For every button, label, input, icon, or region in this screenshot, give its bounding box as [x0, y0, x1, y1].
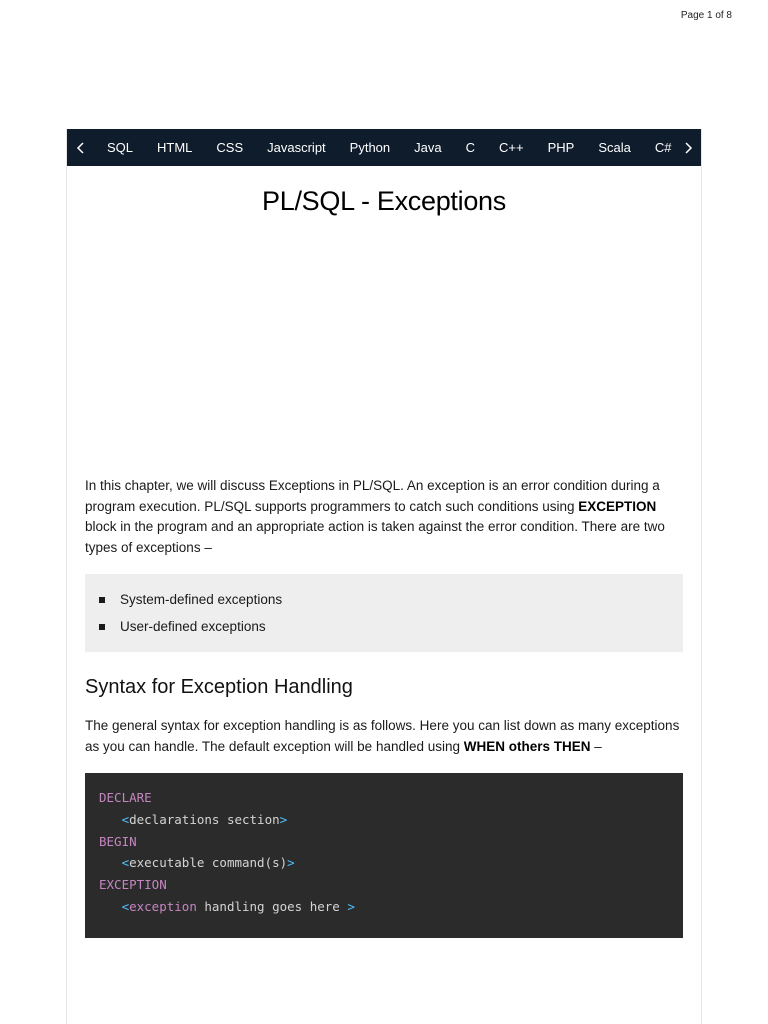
nav-item-css[interactable]: CSS [216, 140, 244, 155]
nav-item-html[interactable]: HTML [157, 140, 193, 155]
intro-paragraph [85, 476, 683, 558]
code-text: executable command(s) [129, 855, 288, 871]
list-item [99, 586, 669, 613]
nav-scroll-right-button[interactable] [675, 129, 701, 166]
code-bracket: < [121, 811, 130, 827]
exception-keyword: EXCEPTION [578, 498, 657, 514]
code-keyword: DECLARE [99, 790, 152, 805]
code-keyword: EXCEPTION [99, 877, 167, 893]
chevron-right-icon [683, 141, 693, 155]
nav-item-scala[interactable]: Scala [598, 140, 631, 155]
list-item [99, 613, 669, 640]
nav-item-sql[interactable]: SQL [107, 140, 134, 155]
page-title: PL/SQL - Exceptions [262, 186, 506, 216]
intro-text-2: block in the program and an appropriate action is taken against the error condition. There are two types of exceptions – [85, 519, 665, 555]
page-indicator: Page 1 of 8 [680, 10, 732, 21]
code-bracket: > [287, 855, 295, 871]
nav-scroll-left-button[interactable] [67, 129, 95, 166]
syntax-text-2: – [590, 738, 602, 754]
code-bracket: > [279, 811, 288, 827]
code-keyword: BEGIN [99, 833, 137, 849]
exception-types-list [85, 574, 683, 652]
nav-item-php[interactable]: PHP [547, 140, 575, 155]
nav-item-javascript[interactable]: Javascript [267, 140, 326, 155]
page-frame [66, 129, 702, 1024]
syntax-text-1: The general syntax for exception handling is as follows. Here you can list down as many exceptions as you can handle. The default exception will be handled using [85, 718, 680, 754]
list-item-label: User-defined exceptions [120, 619, 266, 634]
square-bullet-icon [99, 597, 105, 603]
list-item-label: System-defined exceptions [120, 592, 283, 607]
intro-text-1: In this chapter, we will discuss Exceptions in PL/SQL. An exception is an error condition during a program execution. PL/SQL supports programmers to catch such conditions using [85, 478, 660, 514]
top-navigation-bar [67, 129, 701, 166]
code-text: handling goes here [196, 898, 348, 914]
nav-items [95, 129, 701, 166]
chevron-left-icon [76, 141, 86, 155]
square-bullet-icon [99, 624, 105, 630]
nav-item-python[interactable]: Python [349, 140, 391, 155]
nav-item-csharp[interactable]: C# [654, 140, 672, 155]
article-content [67, 184, 701, 938]
section-heading: Syntax for Exception Handling [85, 676, 353, 698]
syntax-paragraph [85, 716, 683, 757]
nav-item-java[interactable]: Java [414, 140, 442, 155]
ad-placeholder [85, 218, 683, 476]
code-bracket: < [121, 898, 130, 914]
code-block[interactable] [85, 773, 683, 938]
nav-item-cpp[interactable]: C++ [499, 140, 524, 155]
nav-item-c[interactable]: C [465, 140, 476, 155]
code-bracket: < [121, 855, 130, 871]
code-keyword: exception [129, 898, 197, 914]
code-text: declarations section [129, 811, 280, 827]
when-others-keyword: WHEN others THEN [463, 738, 591, 754]
code-bracket: > [347, 898, 355, 914]
